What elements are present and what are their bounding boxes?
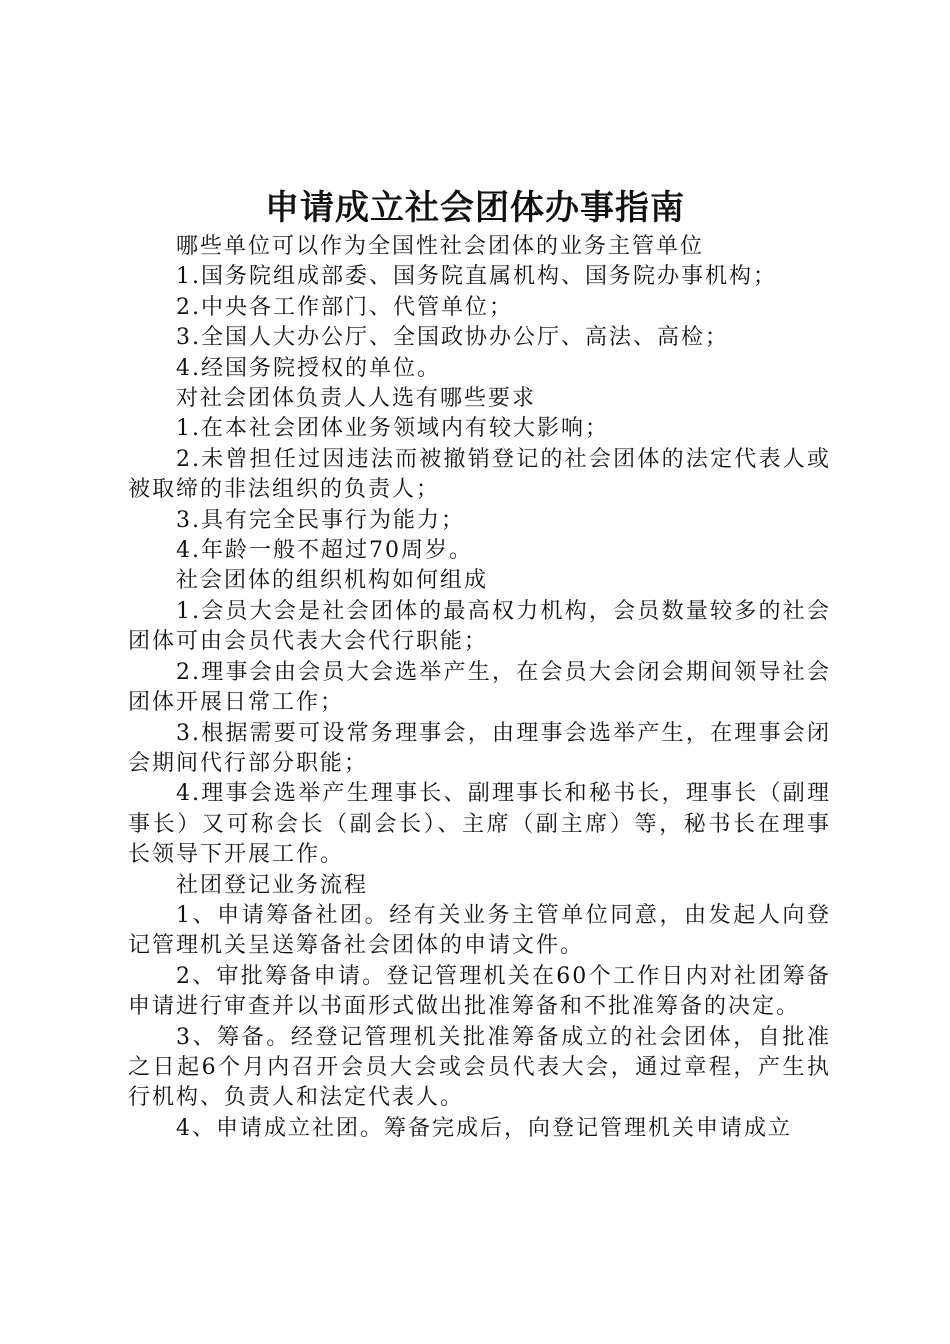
list-item: 3.根据需要可设常务理事会，由理事会选举产生，在理事会闭会期间代行部分职能； — [128, 720, 831, 776]
list-item: 2.理事会由会员大会选举产生，在会员大会闭会期间领导社会团体开展日常工作； — [128, 659, 831, 716]
section-heading-organization: 社会团体的组织机构如何组成 — [176, 568, 489, 594]
list-item: 4、申请成立社团。筹备完成后，向登记管理机关申请成立 — [176, 1115, 792, 1141]
list-item: 2、审批筹备申请。登记管理机关在60个工作日内对社团筹备申请进行审查并以书面形式做出批准筹备和不批准筹备的决定。 — [128, 963, 831, 1020]
list-item: 4.经国务院授权的单位。 — [176, 355, 441, 381]
list-item: 4.年龄一般不超过70周岁。 — [176, 538, 473, 564]
section-heading-supervisory-units: 哪些单位可以作为全国性社会团体的业务主管单位 — [176, 234, 705, 259]
list-item: 3.具有完全民事行为能力； — [176, 507, 465, 533]
document-title: 申请成立社会团体办事指南 — [265, 188, 685, 228]
list-item: 1.会员大会是社会团体的最高权力机构，会员数量较多的社会团体可由会员代表大会代行职能； — [128, 598, 831, 655]
list-item: 4.理事会选举产生理事长、副理事长和秘书长，理事长（副理事长）又可称会长（副会长）、主席（副主席）等，秘书长在理事长领导下开展工作。 — [128, 781, 831, 868]
list-item: 3.全国人大办公厅、全国政协办公厅、高法、高检； — [176, 325, 729, 351]
list-item: 2.未曾担任过因违法而被撤销登记的社会团体的法定代表人或被取缔的非法组织的负责人； — [128, 446, 831, 503]
list-item: 1、申请筹备社团。经有关业务主管单位同意，由发起人向登记管理机关呈送筹备社会团体的申请文件。 — [128, 902, 831, 959]
list-item: 3、筹备。经登记管理机关批准筹备成立的社会团体，自批准之日起6个月内召开会员大会或会员代表大会，通过章程，产生执行机构、负责人和法定代表人。 — [128, 1024, 831, 1111]
list-item: 1.在本社会团体业务领域内有较大影响； — [176, 416, 609, 442]
list-item: 2.中央各工作部门、代管单位； — [176, 294, 513, 320]
section-heading-leader-requirements: 对社会团体负责人人选有哪些要求 — [176, 386, 537, 412]
document-body — [128, 232, 831, 1144]
list-item: 1.国务院组成部委、国务院直属机构、国务院办事机构； — [176, 264, 777, 290]
section-heading-registration-process: 社团登记业务流程 — [176, 872, 369, 898]
